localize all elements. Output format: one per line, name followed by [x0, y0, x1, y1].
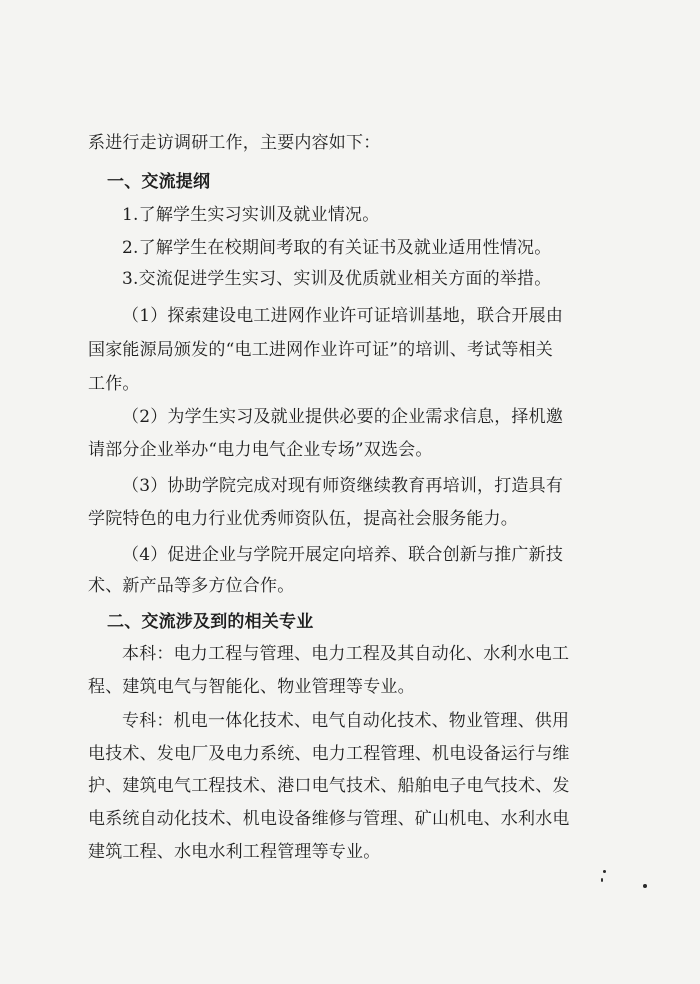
college-line-5: 建筑工程、水电水利工程管理等专业。	[88, 842, 381, 862]
text-line-intro: 系进行走访调研工作，主要内容如下：	[88, 133, 381, 153]
list-item-3: 3.交流促进学生实习、实训及优质就业相关方面的举措。	[122, 269, 552, 289]
scan-speck	[603, 870, 606, 873]
list-item-2: 2.了解学生在校期间考取的有关证书及就业适用性情况。	[122, 238, 552, 258]
list-item-1: 1.了解学生实习实训及就业情况。	[122, 205, 380, 225]
college-line-2: 电技术、发电厂及电力系统、电力工程管理、机电设备运行与维	[88, 744, 570, 764]
scan-speck	[643, 884, 647, 888]
sub-item-1-line-3: 工作。	[88, 374, 140, 394]
section-heading-2: 二、交流涉及到的相关专业	[107, 612, 314, 632]
scan-speck	[601, 878, 603, 882]
sub-item-1-line-2: 国家能源局颁发的“电工进网作业许可证”的培训、考试等相关	[88, 340, 553, 360]
college-line-1: 专科：机电一体化技术、电气自动化技术、物业管理、供用	[122, 711, 570, 731]
sub-item-2-line-2: 请部分企业举办“电力电气企业专场”双选会。	[88, 440, 433, 460]
sub-item-3-line-1: （3）协助学院完成对现有师资继续教育再培训，打造具有	[122, 476, 564, 496]
college-line-4: 电系统自动化技术、机电设备维修与管理、矿山机电、水利水电	[88, 809, 570, 829]
undergraduate-line-2: 程、建筑电气与智能化、物业管理等专业。	[88, 677, 415, 697]
sub-item-3-line-2: 学院特色的电力行业优秀师资队伍，提高社会服务能力。	[88, 509, 518, 529]
section-heading-1: 一、交流提纲	[107, 172, 211, 192]
sub-item-1-line-1: （1）探索建设电工进网作业许可证培训基地，联合开展由	[122, 306, 564, 326]
undergraduate-line-1: 本科：电力工程与管理、电力工程及其自动化、水利水电工	[122, 644, 570, 664]
sub-item-4-line-1: （4）促进企业与学院开展定向培养、联合创新与推广新技	[122, 545, 564, 565]
sub-item-2-line-1: （2）为学生实习及就业提供必要的企业需求信息，择机邀	[122, 407, 564, 427]
college-line-3: 护、建筑电气工程技术、港口电气技术、船舶电子电气技术、发	[88, 776, 570, 796]
sub-item-4-line-2: 术、新产品等多方位合作。	[88, 576, 295, 596]
